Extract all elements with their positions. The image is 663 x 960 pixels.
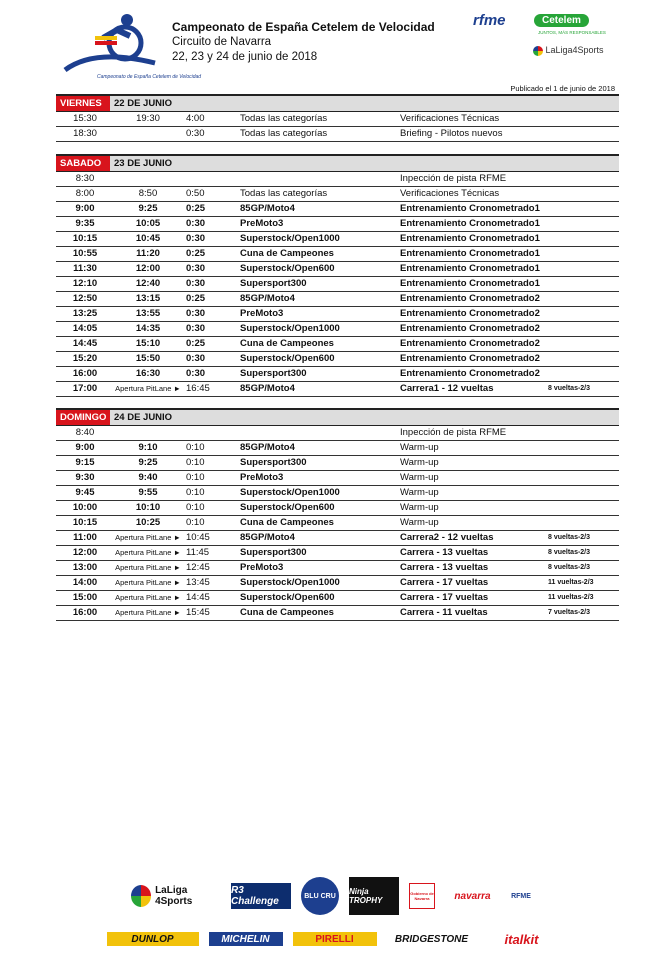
start-time: 18:30 — [56, 127, 110, 142]
activity: Entrenamiento Cronometrado2 — [396, 292, 544, 307]
activity: Carrera2 - 12 vueltas — [396, 531, 544, 546]
schedule-row — [56, 127, 619, 142]
category: 85GP/Moto4 — [236, 382, 396, 397]
laliga4sports-text: LaLiga 4Sports — [155, 885, 193, 907]
bridgestone-logo: BRIDGESTONE — [394, 933, 469, 945]
duration: 0:25 — [182, 247, 236, 262]
duration: 0:10 — [182, 441, 236, 456]
activity: Inpección de pista RFME — [396, 426, 544, 441]
schedule-row — [56, 486, 619, 501]
duration: 12:45 — [182, 561, 236, 576]
category: Superstock/Open600 — [236, 352, 396, 367]
start-time: 10:15 — [56, 516, 110, 531]
footer-logos-row-1 — [0, 876, 663, 916]
end-time: 9:40 — [110, 471, 182, 486]
duration: 10:45 — [182, 531, 236, 546]
activity: Warm-up — [396, 441, 544, 456]
end-time: 15:10 — [110, 337, 182, 352]
laps-info — [544, 127, 619, 142]
category — [236, 426, 396, 441]
category: 85GP/Moto4 — [236, 292, 396, 307]
end-time: 8:50 — [110, 187, 182, 202]
schedule-row — [56, 382, 619, 397]
schedule-sunday — [56, 408, 619, 621]
category: Cuna de Campeones — [236, 516, 396, 531]
laliga-ball-icon — [131, 885, 151, 907]
schedule-row — [56, 112, 619, 127]
laps-info: 7 vueltas-2/3 — [544, 606, 619, 621]
end-time: 10:25 — [110, 516, 182, 531]
duration: 0:25 — [182, 292, 236, 307]
laps-info — [544, 172, 619, 187]
day-header — [56, 409, 619, 426]
day-date: 24 DE JUNIO — [110, 409, 619, 426]
category: Supersport300 — [236, 367, 396, 382]
duration: 0:10 — [182, 486, 236, 501]
end-time: 9:55 — [110, 486, 182, 501]
end-time: 16:30 — [110, 367, 182, 382]
activity: Warm-up — [396, 516, 544, 531]
championship-logo — [55, 8, 202, 83]
start-time: 10:55 — [56, 247, 110, 262]
laps-info — [544, 441, 619, 456]
activity: Inpección de pista RFME — [396, 172, 544, 187]
day-header — [56, 155, 619, 172]
laps-info — [544, 277, 619, 292]
schedule-row — [56, 352, 619, 367]
laps-info — [544, 456, 619, 471]
r3-challenge-logo: R3 Challenge — [231, 883, 291, 909]
schedule-row — [56, 546, 619, 561]
category: 85GP/Moto4 — [236, 441, 396, 456]
activity: Entrenamiento Cronometrado1 — [396, 277, 544, 292]
laps-info — [544, 262, 619, 277]
end-time: 19:30 — [110, 112, 182, 127]
svg-text:Campeonato de España Cetelem d: Campeonato de España Cetelem de Velocidad — [97, 74, 202, 80]
start-time: 13:25 — [56, 307, 110, 322]
end-time: 10:10 — [110, 501, 182, 516]
rfme-crest-logo: RFME — [511, 892, 531, 900]
start-time: 12:10 — [56, 277, 110, 292]
duration: 0:50 — [182, 187, 236, 202]
end-time: 11:20 — [110, 247, 182, 262]
activity: Entrenamiento Cronometrado1 — [396, 202, 544, 217]
end-time — [110, 426, 182, 441]
laps-info — [544, 232, 619, 247]
day-label: DOMINGO — [56, 409, 110, 426]
duration: 0:10 — [182, 471, 236, 486]
laps-info — [544, 426, 619, 441]
laps-info — [544, 486, 619, 501]
laps-info: 11 vueltas-2/3 — [544, 591, 619, 606]
laps-info — [544, 337, 619, 352]
laps-info — [544, 516, 619, 531]
blu-cru-logo: BLU CRU — [301, 877, 339, 915]
activity: Entrenamiento Cronometrado1 — [396, 232, 544, 247]
laps-info — [544, 187, 619, 202]
laps-info: 8 vueltas-2/3 — [544, 531, 619, 546]
category — [236, 172, 396, 187]
activity: Warm-up — [396, 456, 544, 471]
activity: Entrenamiento Cronometrado2 — [396, 322, 544, 337]
day-date: 23 DE JUNIO — [110, 155, 619, 172]
duration: 0:30 — [182, 352, 236, 367]
duration: 13:45 — [182, 576, 236, 591]
end-time: 9:10 — [110, 441, 182, 456]
category: Cuna de Campeones — [236, 606, 396, 621]
duration: 0:30 — [182, 232, 236, 247]
activity: Carrera1 - 12 vueltas — [396, 382, 544, 397]
start-time: 16:00 — [56, 606, 110, 621]
schedule-row — [56, 247, 619, 262]
schedule-row — [56, 606, 619, 621]
start-time: 9:30 — [56, 471, 110, 486]
duration: 0:10 — [182, 456, 236, 471]
duration — [182, 426, 236, 441]
activity: Carrera - 11 vueltas — [396, 606, 544, 621]
laps-info — [544, 322, 619, 337]
duration: 0:30 — [182, 277, 236, 292]
activity: Carrera - 17 vueltas — [396, 576, 544, 591]
end-time: 13:15 — [110, 292, 182, 307]
duration: 0:30 — [182, 307, 236, 322]
duration: 15:45 — [182, 606, 236, 621]
end-time: 9:25 — [110, 202, 182, 217]
schedule-row — [56, 591, 619, 606]
end-time: Apertura PitLane ► — [110, 576, 182, 591]
activity: Carrera - 17 vueltas — [396, 591, 544, 606]
schedule-row — [56, 172, 619, 187]
start-time: 9:45 — [56, 486, 110, 501]
duration: 16:45 — [182, 382, 236, 397]
start-time: 14:05 — [56, 322, 110, 337]
category: Todas las categorías — [236, 127, 396, 142]
activity: Carrera - 13 vueltas — [396, 546, 544, 561]
activity: Entrenamiento Cronometrado1 — [396, 262, 544, 277]
activity: Entrenamiento Cronometrado2 — [396, 337, 544, 352]
category: Superstock/Open600 — [236, 501, 396, 516]
duration: 0:10 — [182, 501, 236, 516]
day-header — [56, 95, 619, 112]
laps-info — [544, 112, 619, 127]
start-time: 8:00 — [56, 187, 110, 202]
end-time: 9:25 — [110, 456, 182, 471]
schedule-friday — [56, 94, 619, 142]
schedule-row — [56, 262, 619, 277]
day-label: SABADO — [56, 155, 110, 172]
cetelem-tagline: JUNTOS, MÁS RESPONSABLES — [538, 30, 606, 35]
start-time: 8:40 — [56, 426, 110, 441]
laps-info — [544, 202, 619, 217]
schedule-row — [56, 426, 619, 441]
laps-info — [544, 247, 619, 262]
activity: Entrenamiento Cronometrado2 — [396, 352, 544, 367]
end-time: 10:05 — [110, 217, 182, 232]
category: 85GP/Moto4 — [236, 202, 396, 217]
laliga-text: LaLiga4Sports — [545, 45, 604, 55]
page-title: Campeonato de España Cetelem de Velocidad — [172, 20, 435, 34]
start-time: 9:00 — [56, 202, 110, 217]
laliga4sports-logo — [131, 885, 221, 907]
schedule-row — [56, 292, 619, 307]
cetelem-logo: Cetelem — [534, 14, 589, 27]
schedule-row — [56, 322, 619, 337]
start-time: 12:50 — [56, 292, 110, 307]
activity: Entrenamiento Cronometrado2 — [396, 307, 544, 322]
start-time: 16:00 — [56, 367, 110, 382]
category: Supersport300 — [236, 456, 396, 471]
category: PreMoto3 — [236, 307, 396, 322]
laps-info: 11 vueltas-2/3 — [544, 576, 619, 591]
start-time: 10:00 — [56, 501, 110, 516]
duration: 11:45 — [182, 546, 236, 561]
start-time: 15:20 — [56, 352, 110, 367]
venue: Circuito de Navarra — [172, 36, 272, 48]
activity: Warm-up — [396, 486, 544, 501]
schedule-row — [56, 456, 619, 471]
duration: 14:45 — [182, 591, 236, 606]
category: PreMoto3 — [236, 217, 396, 232]
schedule-row — [56, 337, 619, 352]
end-time: 12:00 — [110, 262, 182, 277]
day-label: VIERNES — [56, 95, 110, 112]
category: Superstock/Open600 — [236, 262, 396, 277]
end-time — [110, 172, 182, 187]
duration: 0:25 — [182, 337, 236, 352]
michelin-logo: MICHELIN — [209, 932, 283, 946]
activity: Entrenamiento Cronometrado1 — [396, 217, 544, 232]
end-time: Apertura PitLane ► — [110, 531, 182, 546]
schedule-row — [56, 202, 619, 217]
schedule-row — [56, 531, 619, 546]
laps-info: 8 vueltas-2/3 — [544, 561, 619, 576]
activity: Verificaciones Técnicas — [396, 187, 544, 202]
start-time: 8:30 — [56, 172, 110, 187]
category: Superstock/Open1000 — [236, 576, 396, 591]
activity: Entrenamiento Cronometrado1 — [396, 247, 544, 262]
category: Superstock/Open1000 — [236, 486, 396, 501]
start-time: 9:00 — [56, 441, 110, 456]
schedule-row — [56, 232, 619, 247]
category: Cuna de Campeones — [236, 247, 396, 262]
end-time — [110, 127, 182, 142]
end-time: Apertura PitLane ► — [110, 546, 182, 561]
start-time: 13:00 — [56, 561, 110, 576]
category: 85GP/Moto4 — [236, 531, 396, 546]
schedule-row — [56, 441, 619, 456]
activity: Warm-up — [396, 471, 544, 486]
start-time: 10:15 — [56, 232, 110, 247]
duration — [182, 172, 236, 187]
duration: 4:00 — [182, 112, 236, 127]
event-dates: 22, 23 y 24 de junio de 2018 — [172, 51, 318, 63]
schedule-row — [56, 561, 619, 576]
schedule-row — [56, 471, 619, 486]
laps-info — [544, 501, 619, 516]
category: Superstock/Open1000 — [236, 322, 396, 337]
activity: Briefing - Pilotos nuevos — [396, 127, 544, 142]
end-time: Apertura PitLane ► — [110, 561, 182, 576]
dunlop-logo: DUNLOP — [107, 932, 199, 946]
schedule-row — [56, 501, 619, 516]
laps-info: 8 vueltas-2/3 — [544, 382, 619, 397]
start-time: 14:45 — [56, 337, 110, 352]
end-time: 15:50 — [110, 352, 182, 367]
duration: 0:10 — [182, 516, 236, 531]
start-time: 17:00 — [56, 382, 110, 397]
published-date: Publicado el 1 de junio de 2018 — [510, 84, 615, 93]
category: Supersport300 — [236, 546, 396, 561]
category: Todas las categorías — [236, 112, 396, 127]
end-time: 10:45 — [110, 232, 182, 247]
end-time: Apertura PitLane ► — [110, 382, 182, 397]
start-time: 9:15 — [56, 456, 110, 471]
laps-info — [544, 292, 619, 307]
activity: Verificaciones Técnicas — [396, 112, 544, 127]
duration: 0:25 — [182, 202, 236, 217]
laliga-icon — [533, 46, 543, 56]
start-time: 14:00 — [56, 576, 110, 591]
duration: 0:30 — [182, 262, 236, 277]
schedule-row — [56, 307, 619, 322]
gobierno-navarra-logo: Gobierno de Navarra — [409, 883, 435, 909]
start-time: 11:30 — [56, 262, 110, 277]
category: Superstock/Open1000 — [236, 232, 396, 247]
navarra-logo: navarra — [454, 890, 491, 902]
start-time: 15:00 — [56, 591, 110, 606]
laps-info — [544, 307, 619, 322]
schedule-row — [56, 217, 619, 232]
rfme-logo: rfme — [473, 12, 506, 29]
schedule-row — [56, 367, 619, 382]
schedule-row — [56, 277, 619, 292]
category: PreMoto3 — [236, 471, 396, 486]
category: Cuna de Campeones — [236, 337, 396, 352]
end-time: 12:40 — [110, 277, 182, 292]
start-time: 15:30 — [56, 112, 110, 127]
activity: Entrenamiento Cronometrado2 — [396, 367, 544, 382]
pirelli-logo: PIRELLI — [293, 932, 377, 946]
end-time: 13:55 — [110, 307, 182, 322]
schedule-row — [56, 576, 619, 591]
category: Superstock/Open600 — [236, 591, 396, 606]
start-time: 11:00 — [56, 531, 110, 546]
category: Todas las categorías — [236, 187, 396, 202]
laps-info: 8 vueltas-2/3 — [544, 546, 619, 561]
italkit-logo: italkit — [504, 931, 539, 947]
duration: 0:30 — [182, 217, 236, 232]
start-time: 12:00 — [56, 546, 110, 561]
laps-info — [544, 217, 619, 232]
laps-info — [544, 471, 619, 486]
ninja-trophy-logo: Ninja TROPHY — [349, 877, 399, 915]
end-time: Apertura PitLane ► — [110, 591, 182, 606]
activity: Warm-up — [396, 501, 544, 516]
duration: 0:30 — [182, 127, 236, 142]
schedule-row — [56, 516, 619, 531]
schedule-saturday — [56, 154, 619, 397]
category: PreMoto3 — [236, 561, 396, 576]
duration: 0:30 — [182, 322, 236, 337]
laps-info — [544, 352, 619, 367]
end-time: 14:35 — [110, 322, 182, 337]
laps-info — [544, 367, 619, 382]
duration: 0:30 — [182, 367, 236, 382]
day-date: 22 DE JUNIO — [110, 95, 619, 112]
end-time: Apertura PitLane ► — [110, 606, 182, 621]
footer-logos-row-2 — [0, 929, 663, 949]
laliga-logo — [533, 45, 604, 56]
schedule-row — [56, 187, 619, 202]
category: Supersport300 — [236, 277, 396, 292]
start-time: 9:35 — [56, 217, 110, 232]
activity: Carrera - 13 vueltas — [396, 561, 544, 576]
